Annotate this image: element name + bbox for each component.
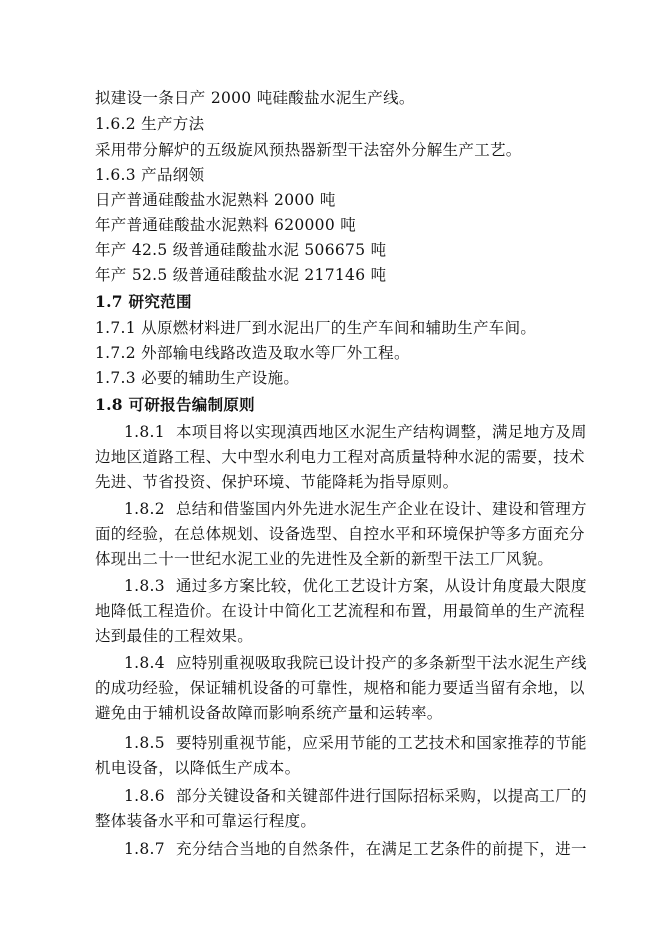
- paragraph-number: 1.8.3: [124, 577, 165, 595]
- section-heading: 1.7 研究范围: [95, 292, 192, 311]
- paragraph-number: 1.8.6: [124, 787, 165, 805]
- list-item: 1.7.3 必要的辅助生产设施。: [95, 369, 300, 387]
- paragraph-first-line: 1.8.5 要特别重视节能，应采用节能的工艺技术和国家推荐的节能: [124, 731, 587, 755]
- text-line: 拟建设一条日产 2000 吨硅酸盐水泥生产线。: [95, 89, 415, 107]
- paragraph-line: 体现出二十一世纪水泥工业的先进性及全新的新型干法工厂风貌。: [95, 550, 554, 568]
- paragraph-line: 地降低工程造价。在设计中简化工艺流程和布置，用最简单的生产流程: [95, 602, 585, 620]
- paragraph-first-line: 1.8.2 总结和借鉴国内外先进水泥生产企业在设计、建设和管理方: [124, 497, 587, 521]
- paragraph-line: 达到最佳的工程效果。: [95, 627, 254, 645]
- paragraph-line: 避免由于辅机设备故障而影响系统产量和运转率。: [95, 704, 443, 722]
- paragraph-number: 1.8.2: [124, 500, 165, 518]
- paragraph-line: 机电设备，以降低生产成本。: [95, 759, 301, 777]
- paragraph-number: 1.8.4: [124, 654, 165, 672]
- paragraph-line: 整体装备水平和可靠运行程度。: [95, 812, 317, 830]
- list-item: 1.7.2 外部输电线路改造及取水等厂外工程。: [95, 344, 410, 362]
- paragraph-line: 的成功经验，保证辅机设备的可靠性，规格和能力要适当留有余地，以: [95, 679, 585, 697]
- text-line: 年产普通硅酸盐水泥熟料 620000 吨: [95, 216, 357, 234]
- paragraph-line: 边地区道路工程、大中型水利电力工程对高质量特种水泥的需要，技术: [95, 448, 585, 466]
- paragraph-first-line: 1.8.7 充分结合当地的自然条件，在满足工艺条件的前提下，进一: [124, 837, 587, 861]
- section-heading: 1.8 可研报告编制原则: [95, 395, 255, 414]
- list-item: 1.7.1 从原燃材料进厂到水泥出厂的生产车间和辅助生产车间。: [95, 319, 537, 337]
- subsection-title: 1.6.3 产品纲领: [95, 166, 205, 184]
- paragraph-first-line: 1.8.1 本项目将以实现滇西地区水泥生产结构调整，满足地方及周: [124, 420, 587, 444]
- paragraph-first-line: 1.8.6 部分关键设备和关键部件进行国际招标采购，以提高工厂的: [124, 784, 587, 808]
- subsection-title: 1.6.2 生产方法: [95, 115, 205, 133]
- paragraph-number: 1.8.1: [124, 423, 165, 441]
- paragraph-first-line: 1.8.4 应特别重视吸取我院已设计投产的多条新型干法水泥生产线: [124, 651, 587, 675]
- paragraph-first-line: 1.8.3 通过多方案比较，优化工艺设计方案，从设计角度最大限度: [124, 574, 587, 598]
- paragraph-line: 面的经验，在总体规划、设备选型、自控水平和环境保护等多方面充分: [95, 525, 585, 543]
- text-line: 年产 52.5 级普通硅酸盐水泥 217146 吨: [95, 266, 387, 284]
- paragraph-number: 1.8.5: [124, 734, 165, 752]
- paragraph-number: 1.8.7: [124, 840, 165, 858]
- text-line: 年产 42.5 级普通硅酸盐水泥 506675 吨: [95, 241, 387, 259]
- paragraph-line: 先进、节省投资、保护环境、节能降耗为指导原则。: [95, 473, 459, 491]
- text-line: 采用带分解炉的五级旋风预热器新型干法窑外分解生产工艺。: [95, 141, 522, 159]
- text-line: 日产普通硅酸盐水泥熟料 2000 吨: [95, 191, 336, 209]
